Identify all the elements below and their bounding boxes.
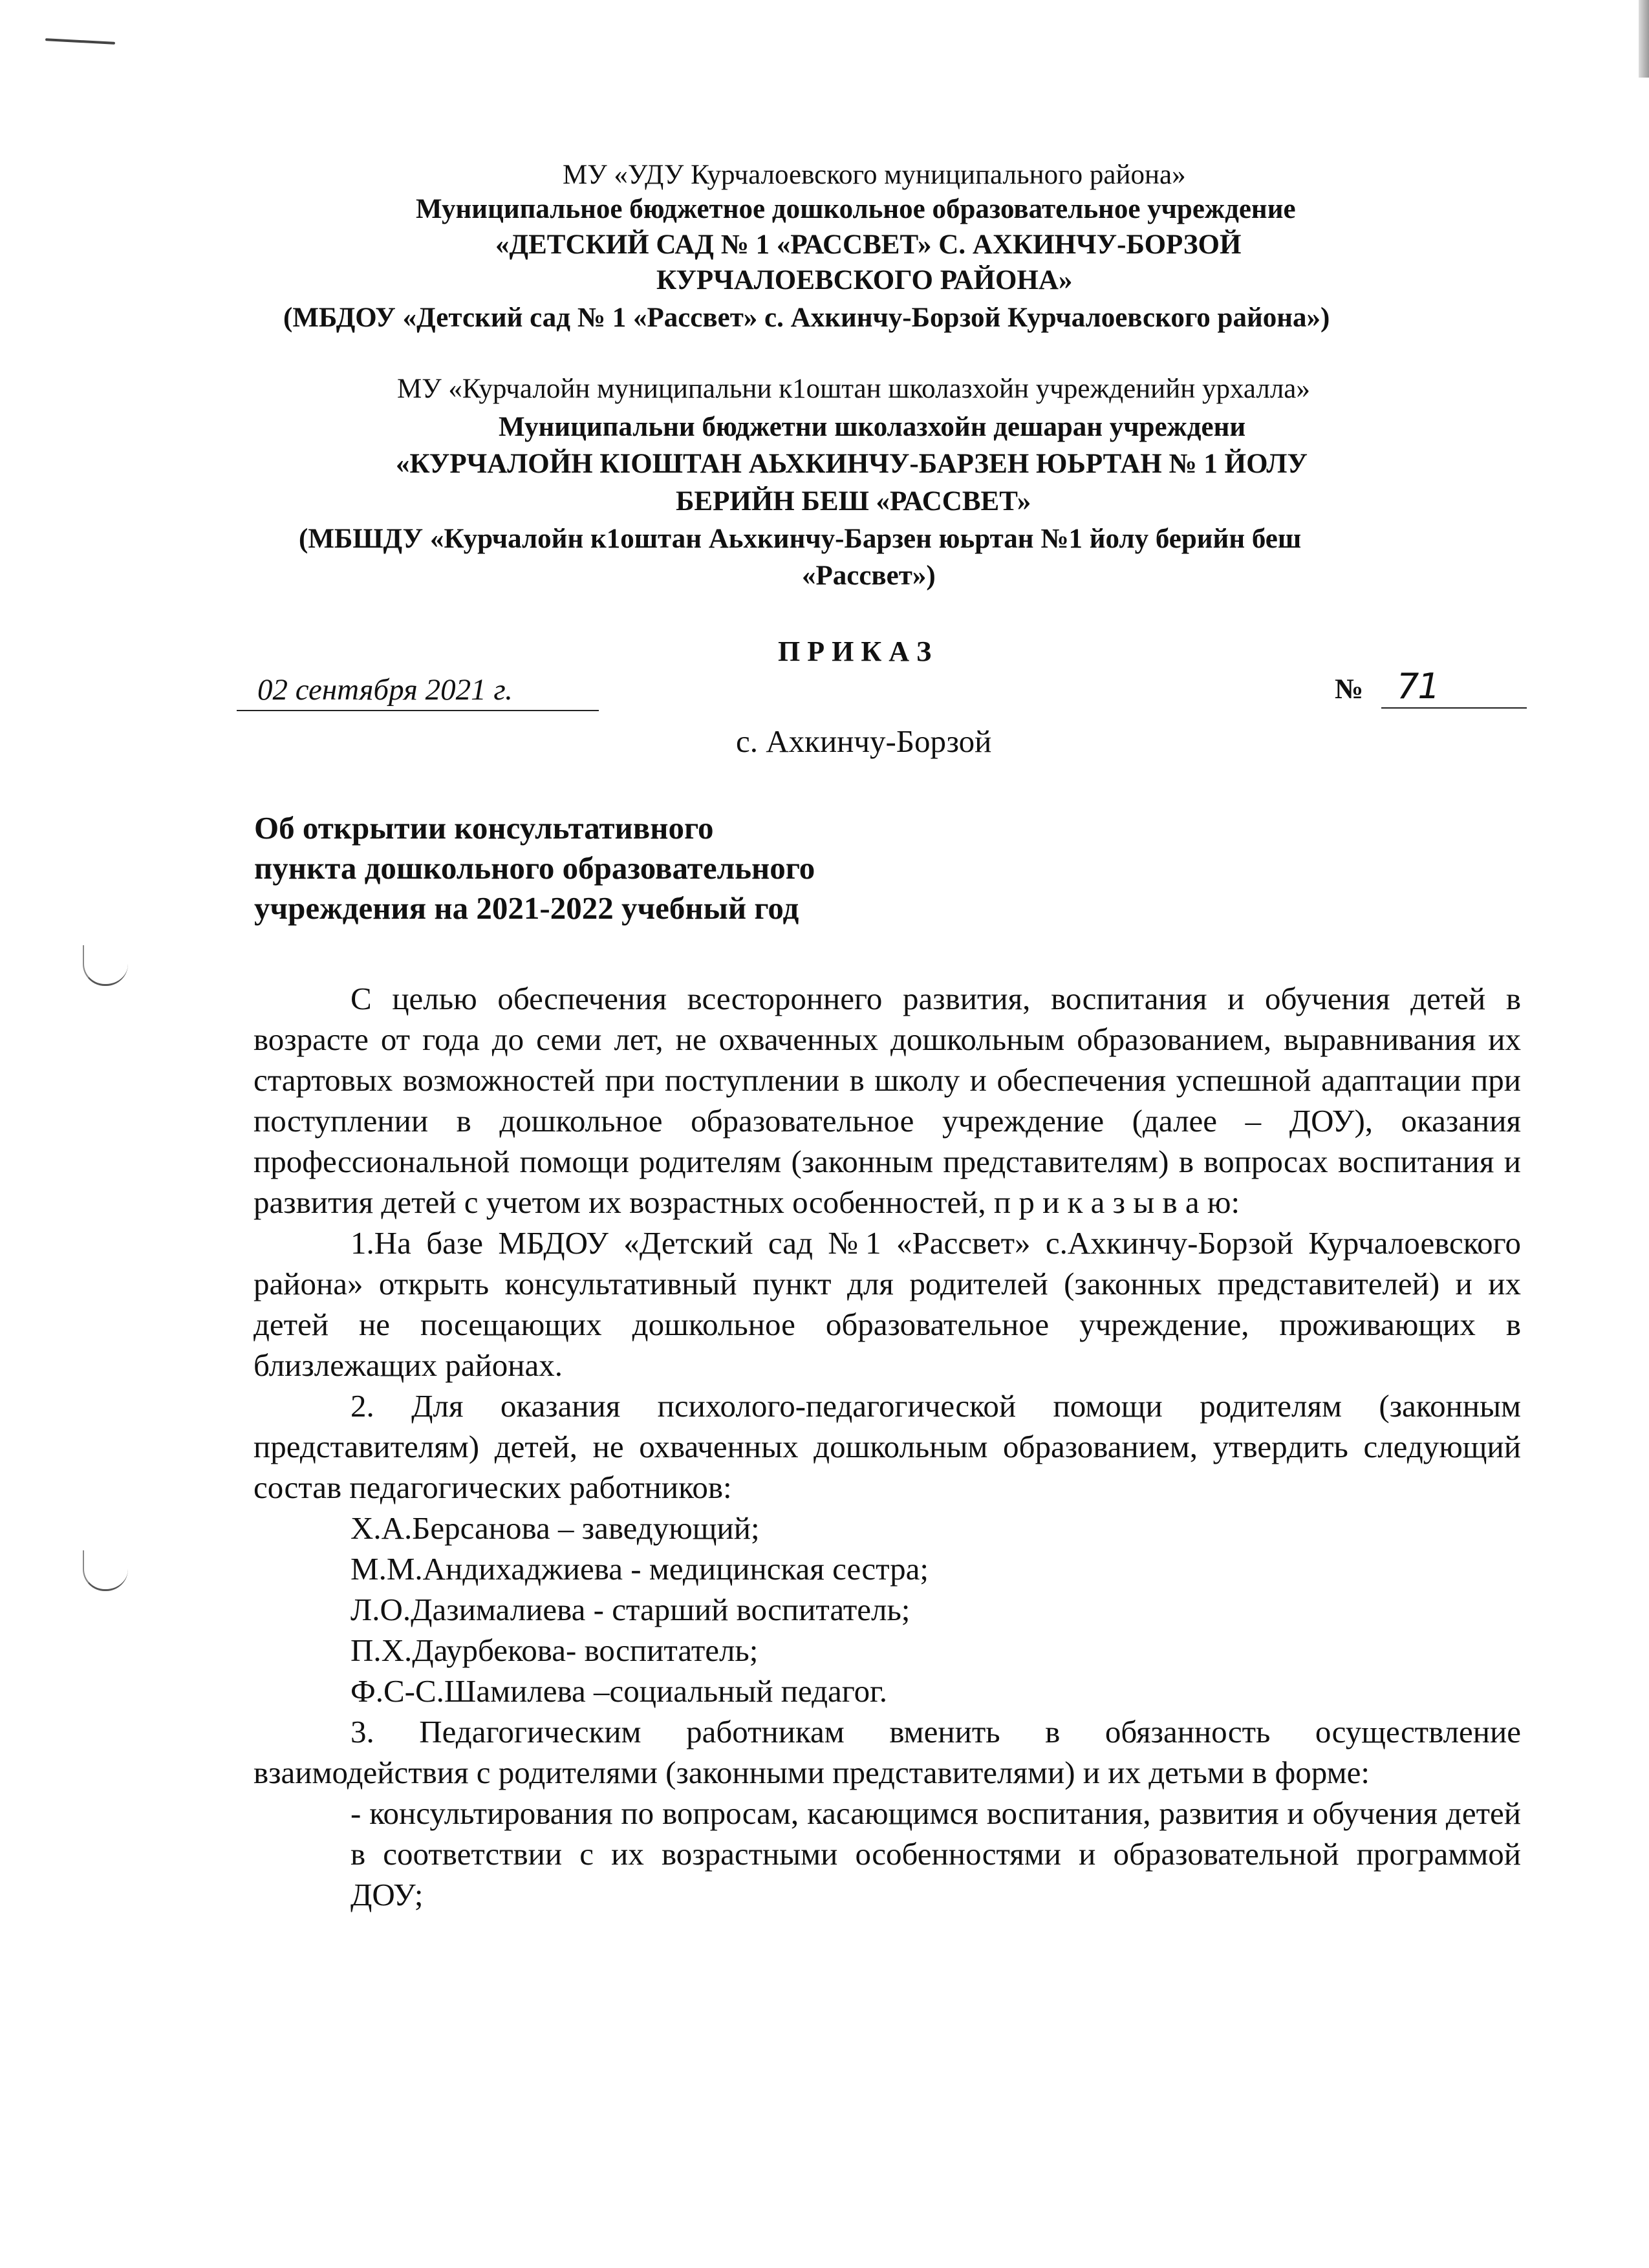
order-preamble: С целью обеспечения всестороннего развития, воспитания и обучения детей в возрасте от года до семи лет, не охваченных дошкольным образованием, выравнивания их стартовых возможностей при поступлении в школу и обеспечения успешной адаптации при поступлении в дошкольное образовательное учреждение (далее – ДОУ), оказания профессиональной помощи родителям (законным представителям) в вопросах воспитания и развития детей с учетом их возрастных особенностей, п р и к а з ы в а ю:: [253, 981, 1521, 1220]
header-ce-name-line1: «КУРЧАЛОЙН КІОШТАН АЬХКИНЧУ-БАРЗЕН ЮЬРТАН № 1 ЙОЛУ: [396, 449, 1308, 479]
order-subject: [254, 808, 815, 928]
staff-member: Х.А.Берсанова – заведующий;: [350, 1510, 760, 1546]
punch-hole-mark: [83, 945, 128, 986]
scan-edge-shadow: [1639, 0, 1649, 78]
order-number-field: [1335, 666, 1529, 710]
header-ce-institution-type: Муниципальни бюджетни школазхойн дешаран учреждени: [499, 412, 1246, 442]
order-title: П Р И К А З: [778, 636, 932, 667]
punch-hole-mark: [83, 1550, 128, 1591]
order-date: 02 сентября 2021 г.: [257, 673, 513, 707]
staff-member: Ф.С-С.Шамилева –социальный педагог.: [350, 1673, 887, 1709]
order-item-1: 1.На базе МБДОУ «Детский сад №1 «Рассвет» с.Ахкинчу-Борзой Курчалоевского района» открыть консультативный пункт для родителей (законных представителей) и их детей не посещающих дошкольное образовательное учреждение, проживающих в близлежащих районах.: [253, 1225, 1521, 1383]
header-ru-authority: МУ «УДУ Курчалоевского муниципального района»: [563, 160, 1186, 190]
header-ce-name-line2: БЕРИЙН БЕШ «РАССВЕТ»: [676, 486, 1031, 517]
scan-mark: [45, 38, 115, 45]
header-ce-authority: МУ «Курчалойн муниципальни к1оштан школазхойн учрежденийн урхалла»: [397, 374, 1310, 404]
order-place: с. Ахкинчу-Борзой: [736, 723, 992, 759]
order-number-line: [1381, 707, 1527, 709]
order-number-value: 71: [1397, 666, 1439, 707]
order-number-label: №: [1335, 673, 1364, 705]
header-ru-name-line2: КУРЧАЛОЕВСКОГО РАЙОНА»: [656, 265, 1073, 295]
order-date-field: [237, 672, 599, 711]
header-ru-name-line1: «ДЕТСКИЙ САД № 1 «РАССВЕТ» С. АХКИНЧУ-БОРЗОЙ: [495, 230, 1242, 260]
order-subject-line2: пункта дошкольного образовательного: [254, 850, 815, 886]
order-item-3: 3. Педагогическим работникам вменить в обязанность осуществление взаимодействия с родителями (законными представителями) и их детьми в форме:: [253, 1714, 1521, 1790]
header-ce-short-name-line1: (МБШДУ «Курчалойн к1оштан Аьхкинчу-Барзен юьртан №1 йолу берийн беш: [299, 524, 1302, 554]
header-ce-short-name-line2: «Рассвет»): [802, 561, 936, 591]
order-subject-line1: Об открытии консультативного: [254, 810, 714, 846]
order-subject-line3: учреждения на 2021-2022 учебный год: [254, 890, 799, 926]
header-ru-institution-type: Муниципальное бюджетное дошкольное образовательное учреждение: [416, 194, 1296, 224]
order-item-2: 2. Для оказания психолого-педагогической помощи родителям (законным представителям) детей, не охваченных дошкольным образованием, утвердить следующий состав педагогических работников:: [253, 1388, 1521, 1505]
staff-member: Л.О.Дазималиева - старший воспитатель;: [350, 1592, 911, 1627]
order-body: [253, 978, 1521, 1915]
staff-member: П.Х.Даурбекова- воспитатель;: [350, 1632, 759, 1668]
staff-member: М.М.Андихаджиева - медицинская сестра;: [350, 1551, 929, 1587]
order-item-3-sub-1: - консультирования по вопросам, касающимся воспитания, развития и обучения детей в соответствии с их возрастными особенностями и образовательной программой ДОУ;: [350, 1795, 1521, 1912]
header-ru-short-name: (МБДОУ «Детский сад № 1 «Рассвет» с. Ахкинчу-Борзой Курчалоевского района»): [283, 303, 1330, 333]
